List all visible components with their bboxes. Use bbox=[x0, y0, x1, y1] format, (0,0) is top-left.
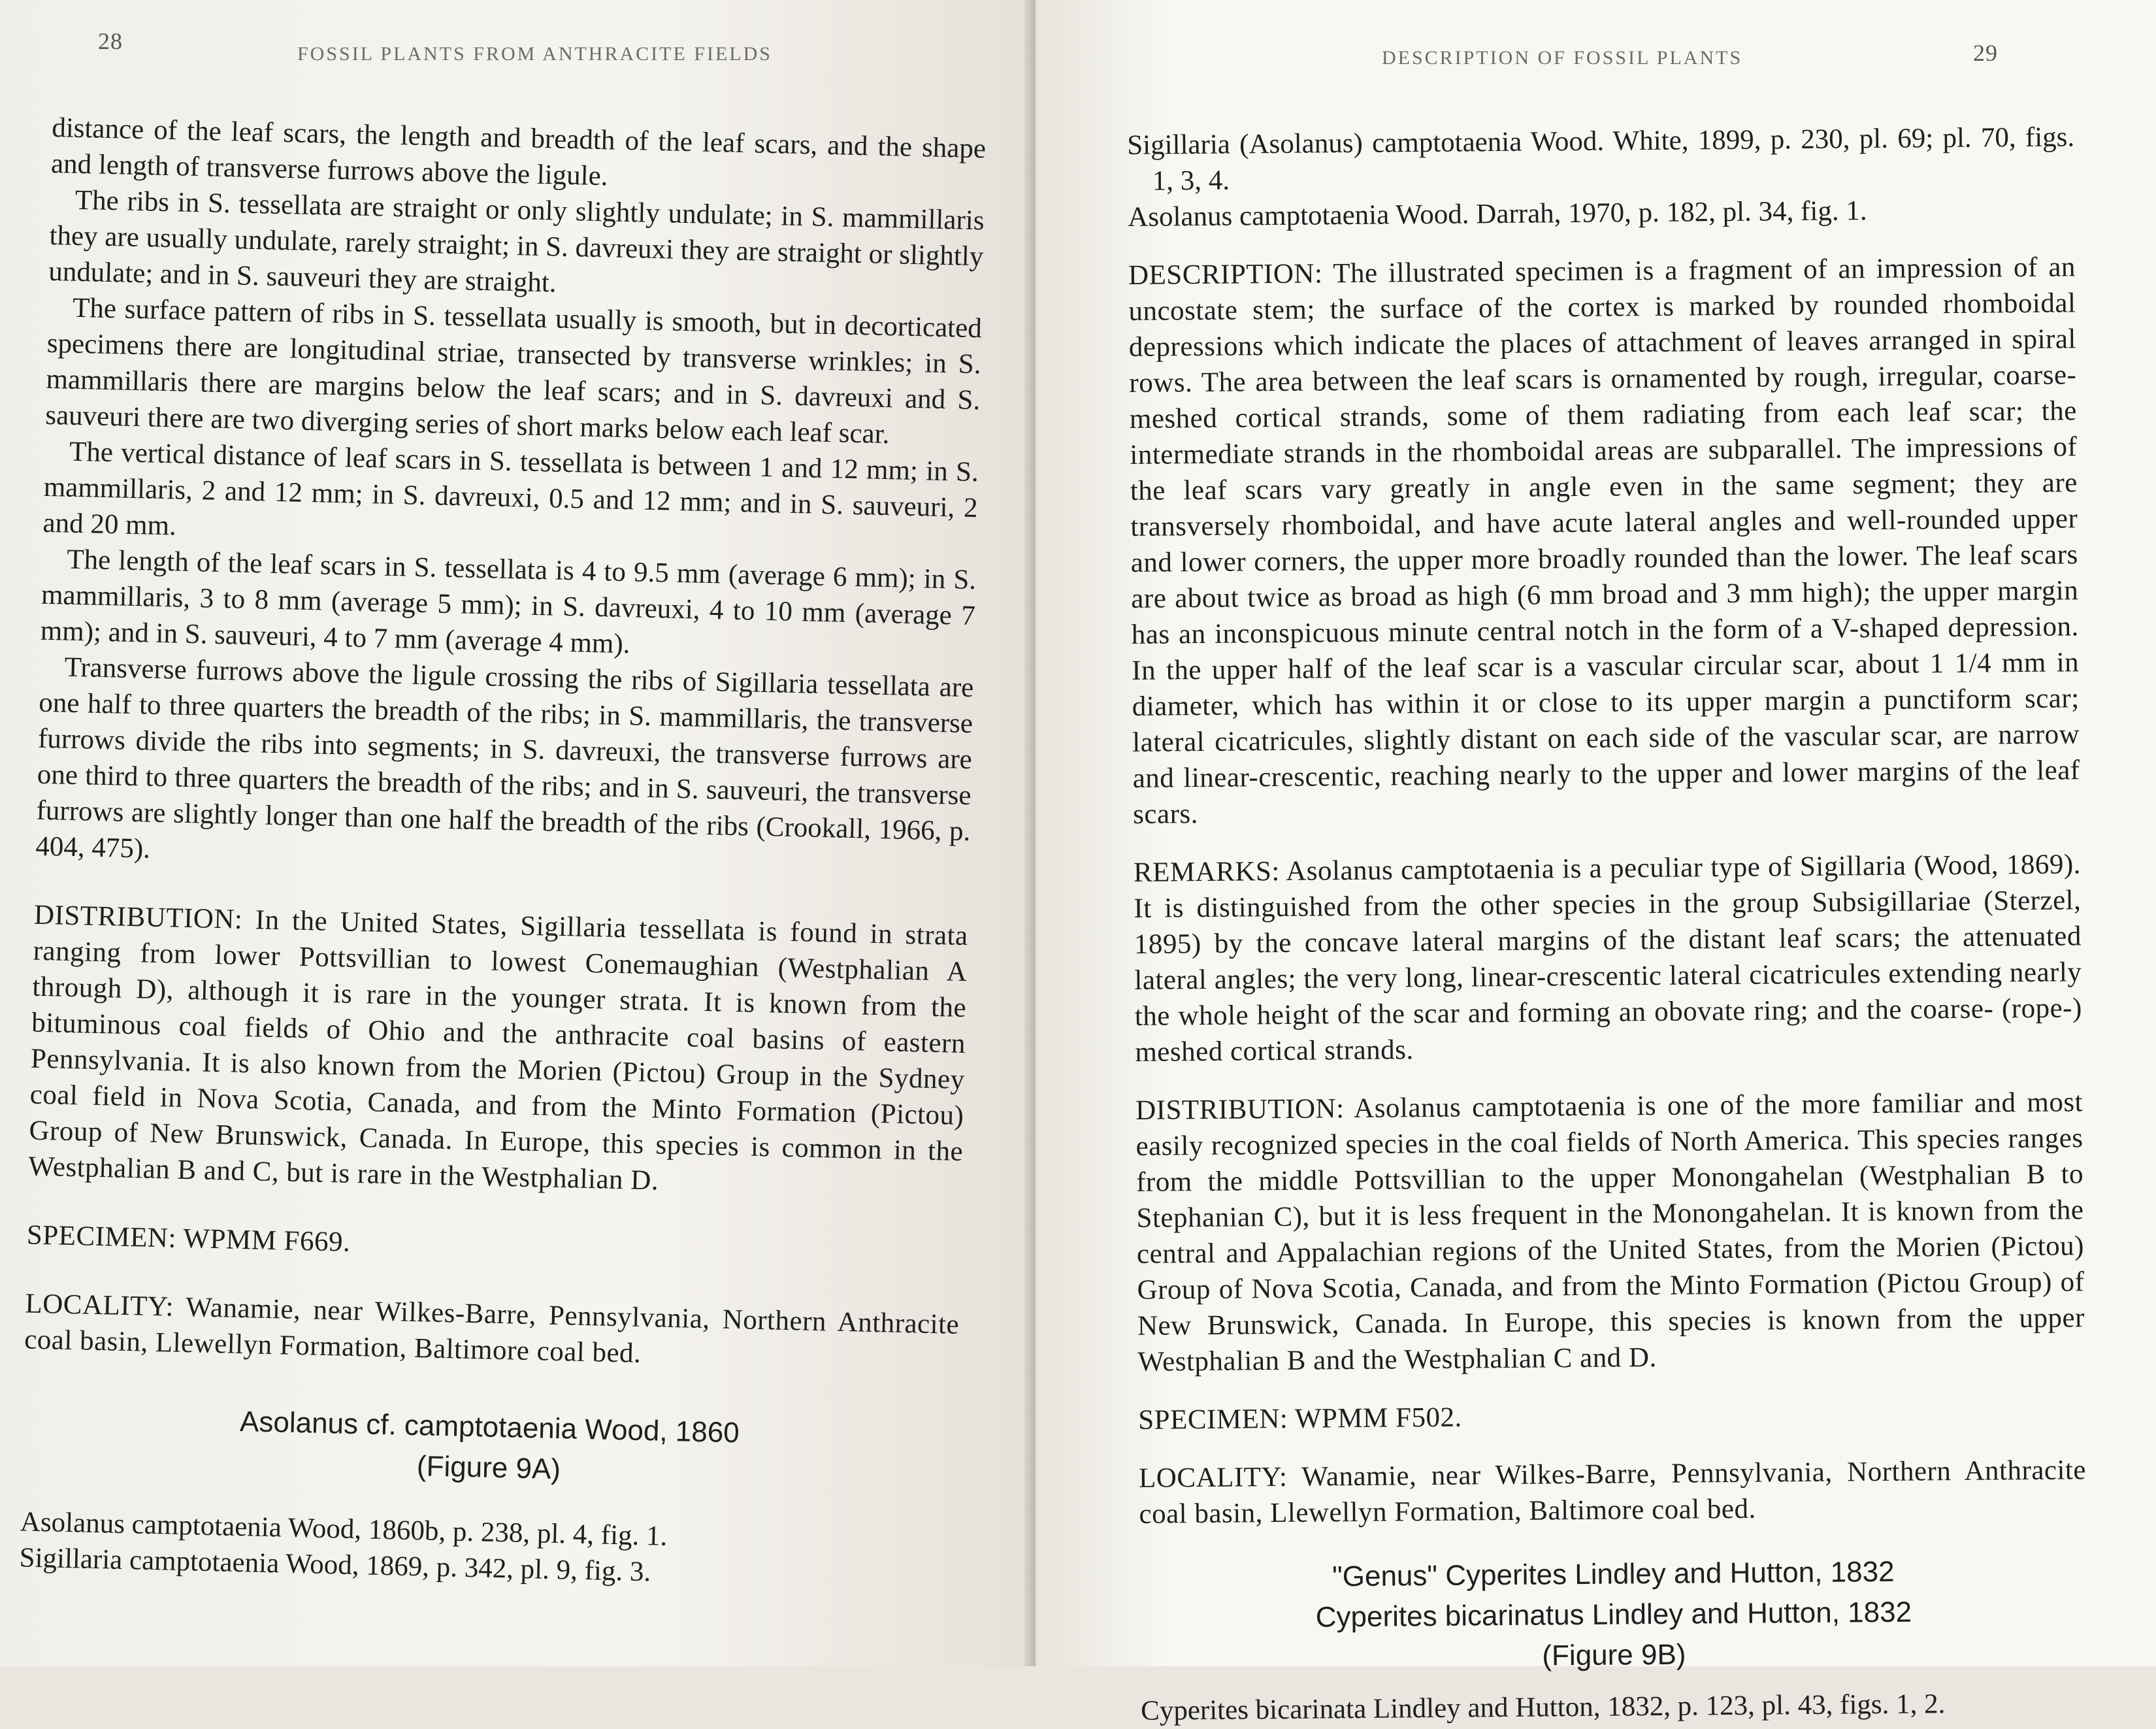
distribution-section: DISTRIBUTION: In the United States, Sigillaria tessellata is found in strata ranging from lower Pottsvillian to lowest Conemaughian (Westphalian A through D), although it is rare in the younger strata. It is known from the bituminous coal fields of Ohio and the anthracite coal basins of eastern Pennsylvania. It is also known from the Morien (Pictou) Group in the Sydney coal field in Nova Scotia, Canada, and from the Minto Formation (Pictou) Group of New Brunswick, Canada. In Europe, this species is common in the Westphalian B and C, but is rare in the Westphalian D. bbox=[27, 899, 969, 1196]
page-number: 29 bbox=[1973, 40, 1998, 66]
locality-section: LOCALITY: Wanamie, near Wilkes-Barre, Pennsylvania, Northern Anthracite coal basin, Llewellyn Formation, Baltimore coal bed. bbox=[1138, 1455, 2087, 1530]
paragraph: The ribs in S. tessellata are straight or only slightly undulate; in S. mammillaris they are usually undulate, rarely straight; in S. davreuxi they are straight or slightly undulate; and in S. sauveuri they are straight. bbox=[48, 184, 985, 299]
paragraph: Transverse furrows above the ligule crossing the ribs of Sigillaria tessellata are one half to three quarters the breadth of the ribs; in S. mammillaris, the transverse furrows divide the ribs into segments; in S. davreuxi, the transverse furrows are one third to three quarters the breadth of the ribs; and in S. sauveuri, the transverse furrows are slightly longer than one half the breadth of the ribs (Crookall, 1966, p. 404, 475). bbox=[35, 651, 974, 865]
genus-heading-line: "Genus" Cyperites Lindley and Hutton, 1832 bbox=[1331, 1555, 1895, 1593]
description-section: DESCRIPTION: The illustrated specimen is a fragment of an impression of an uncostate stem; the surface of the cortex is marked by rounded rhomboidal depressions which indicate the places of attachment of leaves arranged in spiral rows. The area between the leaf scars is ornamented by rough, irregular, coarse-meshed cortical strands, some of them radiating from each leaf scar; the intermediate strands in the rhomboidal areas are subparallel. The impressions of the leaf scars vary greatly in angle even in the same segment; they are transversely rhomboidal, and have acute lateral angles and well-rounded upper and lower corners, the upper more broadly rounded than the lower. The leaf scars are about twice as broad as high (6 mm broad and 3 mm high); the upper margin has an inconspicuous minute central notch in the form of a V-shaped depression. In the upper half of the leaf scar is a vascular circular scar, about 1 1/4 mm in diameter, which has within it or close to its upper margin a punctiform scar; lateral cicatricules, slightly distant on each side of the vascular scar, are narrow and linear-crescentic, reaching nearly to the upper and lower margins of the leaf scars. bbox=[1128, 252, 2080, 830]
remarks-section: REMARKS: Asolanus camptotaenia is a peculiar type of Sigillaria (Wood, 1869). It is distinguished from the other species in the group Subsigillariae (Sterzel, 1895) by the concave lateral margins of the distant leaf scars; the attenuated lateral angles; the very long, linear-crescentic lateral cicatricules extending nearly the whole height of the scar and forming an obovate ring; and the coarse- (rope-) meshed cortical strands. bbox=[1133, 849, 2083, 1068]
running-head: FOSSIL PLANTS FROM ANTHRACITE FIELDS bbox=[297, 43, 772, 65]
taxon-heading bbox=[21, 1396, 956, 1498]
synonymy-reference: Sigillaria camptotaenia Wood, 1869, p. 342, pl. 9, fig. 3. bbox=[19, 1542, 651, 1588]
left-body-text bbox=[19, 110, 987, 1597]
left-page bbox=[0, 0, 1036, 1666]
paragraph: distance of the leaf scars, the length and breadth of the leaf scars, and the shape and length of transverse furrows above the ligule. bbox=[50, 112, 987, 192]
genus-heading bbox=[1139, 1550, 2088, 1680]
paragraph: The vertical distance of leaf scars in S. tessellata is between 1 and 12 mm; in S. mammillaris, 2 and 12 mm; in S. davreuxi, 0.5 and 12 mm; and in S. sauveuri, 2 and 20 mm. bbox=[42, 436, 979, 542]
specimen-section: SPECIMEN: WPMM F502. bbox=[1138, 1402, 1462, 1436]
species-heading-line: Cyperites bicarinatus Lindley and Hutton, 1832 bbox=[1315, 1596, 1912, 1634]
paragraph: The length of the leaf scars in S. tessellata is 4 to 9.5 mm (average 6 mm); in S. mammillaris, 3 to 8 mm (average 5 mm); in S. davreuxi, 4 to 10 mm (average 7 mm); and in S. sauveuri, 4 to 7 mm (average 4 mm). bbox=[40, 544, 977, 660]
page-number: 28 bbox=[98, 28, 123, 54]
taxon-heading-line: Asolanus cf. camptotaenia Wood, 1860 bbox=[239, 1406, 740, 1449]
running-head: DESCRIPTION OF FOSSIL PLANTS bbox=[1382, 47, 1743, 69]
figure-reference: (Figure 9B) bbox=[1542, 1638, 1686, 1672]
specimen-section: SPECIMEN: WPMM F669. bbox=[26, 1219, 351, 1258]
synonymy-reference: Asolanus camptotaenia Wood. Darrah, 1970, p. 182, pl. 34, fig. 1. bbox=[1127, 195, 1867, 233]
synonymy-reference: Cyperites bicarinata Lindley and Hutton, 1832, p. 123, pl. 43, figs. 1, 2. bbox=[1140, 1688, 1946, 1726]
synonymy-reference: Asolanus camptotaenia Wood, 1860b, p. 238, pl. 4, fig. 1. bbox=[20, 1506, 668, 1552]
paragraph: The surface pattern of ribs in S. tessellata usually is smooth, but in decorticated specimens there are longitudinal striae, transected by transverse wrinkles; in S. mammillaris there are margins below the leaf scars; and in S. davreuxi and S. sauveuri there are two diverging series of short marks below each leaf scar. bbox=[44, 292, 983, 450]
right-page bbox=[1036, 0, 2156, 1726]
locality-section: LOCALITY: Wanamie, near Wilkes-Barre, Pennsylvania, Northern Anthracite coal basin, Llewellyn Formation, Baltimore coal bed. bbox=[24, 1288, 960, 1369]
figure-reference: (Figure 9A) bbox=[416, 1450, 561, 1486]
synonymy-reference: Sigillaria (Asolanus) camptotaenia Wood. White, 1899, p. 230, pl. 69; pl. 70, figs. 1, 3, 4. bbox=[1127, 122, 2075, 197]
right-body-text bbox=[1127, 119, 2088, 1729]
distribution-section: DISTRIBUTION: Asolanus camptotaenia is one of the more familiar and most easily recognized species in the coal fields of North America. This species ranges from the middle Pottsvillian to the upper Monongahelan (Westphalian B to Stephanian C), but it is less frequent in the Monongahelan. It is known from the central and Appalachian regions of the United States, from the Morien (Pictou) Group of Nova Scotia, Canada, and from the Minto Formation (Pictou Group) of New Brunswick, Canada. In Europe, this species is known from the upper Westphalian B and the Westphalian C and D. bbox=[1135, 1087, 2085, 1377]
